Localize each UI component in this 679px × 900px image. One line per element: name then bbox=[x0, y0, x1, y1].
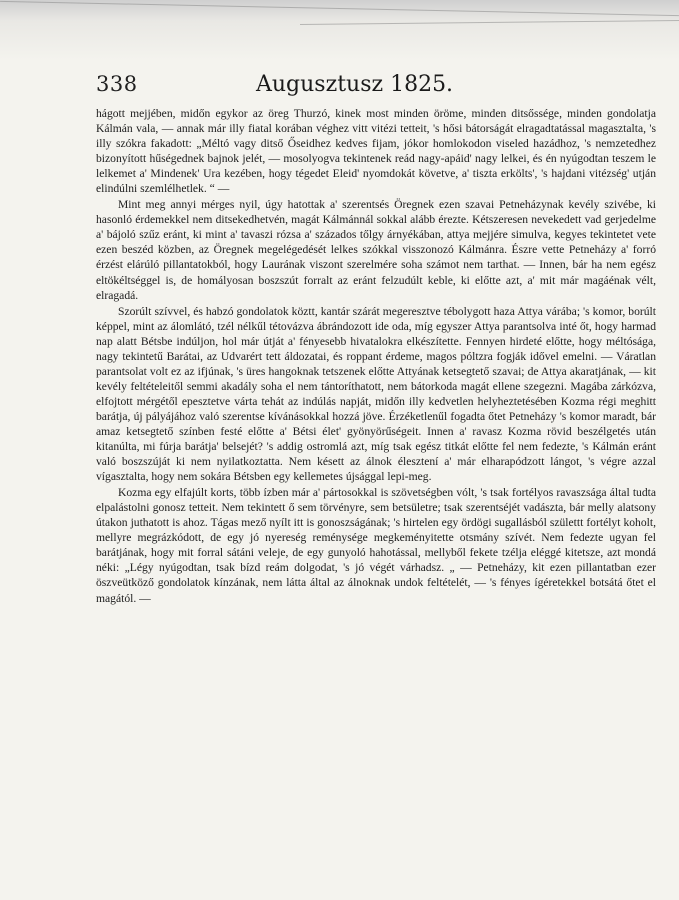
page-number: 338 bbox=[96, 72, 138, 96]
paragraph: Mint meg annyi mérges nyil, úgy hatottak a' szerentsés Öregnek ezen szavai Petneházynak kevély szivébe, ki hasonló érdemekkel nem ditsekedhetvén, magát Kálmánnál sokkal alább érezte. Kétszeresen nevekedett vad gerjedelme a' bájoló szűz eránt, ki mint a' tavaszi rózsa a' százados tőlgy árnyékában, attya mejjére simulva, kegyes tekintetet vete ezen beszéd közben, az Öregnek megelégedését lelkes szókkal visszonozó Kálmánra. Észre vette Petneházy a' forró érzést elárúló pillantatokból, hogy Laurának viszont szerelmére soha számot nem tarthat. — Innen, bár ha nem egész eltökéltséggel is, de homályosan boszszút forralt az eránt felzudúlt keble, ki előtte azt, a' mit már magáénak vélt, elragadá. bbox=[96, 198, 656, 302]
paragraph: Kozma egy elfajúlt korts, több ízben már a' pártosokkal is szövetségben vólt, 's tsak fortélyos ravaszsága által tudta elpalástolni gonosz tetteit. Nem tekintett ő sem törvényre, sem betsületre; tsak szerentséjét vadászta, bár melly alatsony útakon juthatott is ahoz. Tágas mező nyílt itt is gonoszságának; 's hirtelen egy ördögi sugallásból születtt fortélyt koholt, mellyre megrázkódott, de egy jó nyereség reménysége megkeményitette otsmány szívét. Nem fedezte ugyan fel barátjának, hogy mit forral sátáni veleje, de egy gunyoló hahotással, mellyből fekete tzélja eléggé kitetsze, azt mondá néki: „Légy nyúgodtan, tsak bízd reám dolgodat, 's jó végét várhadsz. „ — Petneházy, kit ezen pillantatban ezer öszveütköző gondolatok kínzának, nem látta által az álnoknak undok feltételét, — 's fényes ígéretekkel botsátá őtet el magától. — bbox=[96, 486, 656, 605]
paragraph: Szorúlt szívvel, és habzó gondolatok köztt, kantár szárát megeresztve tébolygott haza Attya várába; 's komor, borúlt képpel, mint az álomlátó, tzél nélkűl tétovázva ábrándozott ide oda, míg egyszer Attya parantsolva inté őt, hogy harmad nap alatt Bétsbe indúljon, hol már útját a' fényesebb hivatalokra elkészítette. Fennyen hirdeté előtte, hogy méltósága, nagy tekintetű Barátai, az Udvarért tett áldozatai, és roppant érdeme, magos póltzra fogják idővel emelni. — Váratlan parantsolat volt ez az ifjúnak, 's üres hangoknak tetszenek előtte Attyának ketsegtető szavai; de Attya akaratjának, — kit kevély feltételeitől semmi akadály soha el nem tántoríthatott, nem bátorkoda magát ellene szegezni. Magába zárkózva, elfojtott mérgétől epesztetve várta tehát az indúlás napját, midőn illy kedvetlen helyheztetésében Kozma régi meghitt barátja, új pályájához való szerentse kívánásokkal hozzá jöve. Érzéketlenűl fogadta őtet Petneházy 's komor maradt, bár amaz ketsegtető színben festé előtte a' Bétsi élet' gyönyörűségeit. Innen a' ravasz Kozma rövid beszélgetés után kitanúlta, mi fúrja barátja' belsejét? 's addig ostromlá azt, míg tsak egész titkát előtte fel nem fedezte, 's Kálmán eránt való boszszúját ki nem nyilatkoztatta. Nem késett az álnok élesztení a' már elharapódzott lángot, 's végre azzal vígasztalta, hogy nem sokára Bétsben egy kellemetes újsággal lepi-meg. bbox=[96, 304, 656, 484]
body-text bbox=[96, 106, 656, 607]
running-title: Augusztusz 1825. bbox=[256, 72, 454, 97]
paragraph: hágott mejjében, midőn egykor az öreg Thurzó, kinek most minden öröme, minden ditsőssége, minden gondolatja Kálmán vala, — annak már illy fiatal korában véghez vitt vitézi tetteit, 's hősi bátorságát elragadtatással magasztalta, 's illy szókra fakadott: „Méltó vagy ditső Őseidhez kedves fijam, jókor homlokodon viseled hazádhoz, 's nemzetedhez bizonyított hűségednek bajnok jelét, — mosolyogva tekintenek reád nagy-apáid' nagy lelkei, és én nyúgodtan teszem le lelkemet a' Mindenek' Ura kezében, hogy tégedet Eleid' nyomdokát követve, a' tiszta erkölts', 's hajdani vitézség' utján elindúlni szemlélhetlek. “ — bbox=[96, 107, 656, 196]
page-header bbox=[96, 72, 656, 100]
